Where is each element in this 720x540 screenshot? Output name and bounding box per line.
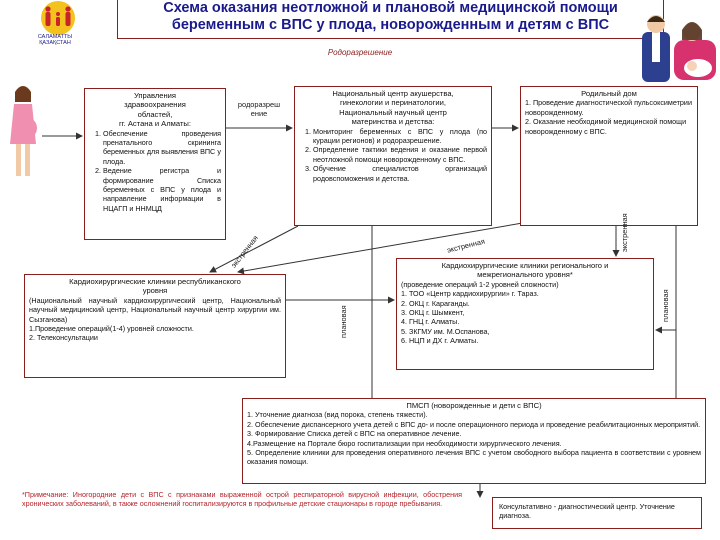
pmsp-line-5: 5. Определение клиники для проведения оперативного лечения ВПС с учетом свободного выбора пациента в соответствии с уровнем оказания помощи.: [247, 448, 701, 467]
box-republican-clinics: [24, 274, 286, 378]
box-health-departments: [84, 88, 226, 240]
center-item-1: 1. Мониторинг беременных с ВПС у плода (по курации регионов) и родоразрешение.: [313, 127, 487, 146]
consult-text: Консультативно - диагностический центр. Уточнение диагноза.: [499, 502, 675, 521]
box-national-center: [294, 86, 492, 226]
republic-head: [29, 277, 281, 296]
center-list: [299, 127, 487, 183]
uzo-item-2: 2. Ведение регистра и формирование Списка беременных с ВПС у плода и направление информации в НЦАГП и ННМЦД: [103, 166, 221, 213]
subtitle: Родоразрешение: [327, 48, 393, 57]
republic-head-line-1: Кардиохирургические клиники республиканского: [69, 277, 241, 286]
uzo-item-1: 1. Обеспечение проведения пренатального скрининга беременных для выявления ВПС у плода.: [103, 129, 221, 167]
label-emergency-left: экстренная: [229, 233, 260, 270]
regional-head-line-2: межрегионального уровня*: [477, 270, 573, 280]
label-planned-mid: плановая: [339, 305, 348, 338]
center-head: [299, 89, 487, 127]
maternity-item-1: 1. Проведение диагностической пульсоксиметрии новорожденному.: [525, 98, 692, 117]
logo-text-1: САЛАМАТТЫ: [37, 34, 73, 40]
label-emergency-right: экстренная: [620, 213, 629, 252]
pmsp-line-3: 3. Формирование Списка детей с ВПС на оперативное лечение.: [247, 429, 462, 439]
pmsp-head: ПМСП (новорожденные и дети с ВПС): [406, 401, 542, 410]
uzo-head: [89, 91, 221, 129]
center-head-line-2: гинекологии и перинатологии,: [340, 98, 446, 108]
box-regional-clinics: [396, 258, 654, 370]
logo-text-2: ҚАЗАҚСТАН: [39, 40, 71, 46]
box-maternity-hospital: [520, 86, 698, 226]
regional-line-7: 6. НЦП и ДХ г. Алматы.: [401, 336, 479, 346]
pmsp-line-2: 2. Обеспечение диспансерного учета детей с ВПС до- и после операционного периода и проведение реабилитационных мероприятий.: [247, 419, 701, 429]
republic-line-2: 1.Проведение операций(1-4) уровней сложности.: [29, 324, 194, 334]
title-line-2: беременным с ВПС у плода, новорожденным и детям с ВПС: [171, 17, 610, 33]
regional-head-line-1: Кардиохирургические клиники регионального и: [441, 261, 609, 270]
regional-line-1: (проведение операций 1-2 уровней сложности): [401, 279, 559, 289]
regional-line-4: 3. ОКЦ г. Шымкент,: [401, 308, 465, 318]
republic-line-1: (Национальный научный кардиохирургический центр, Национальный научный медицинский центр, Национальный научный центр хирургии им. Сызганова): [29, 295, 281, 324]
uzo-head-line-1: Управления: [133, 91, 177, 100]
label-emergency-mid: экстренная: [446, 236, 486, 255]
regional-head: [401, 261, 649, 280]
uzo-head-line-2: здравоохранения: [124, 100, 186, 110]
maternity-item-2: 2. Оказание необходимой медицинской помощи новорожденному с ВПС.: [525, 117, 687, 136]
uzo-list: [89, 129, 221, 214]
uzo-head-line-3: областей,: [137, 109, 173, 119]
regional-line-6: 5. ЗКГМУ им. М.Оспанова,: [401, 326, 490, 336]
regional-line-3: 2. ОКЦ г. Караганды.: [401, 298, 470, 308]
maternity-head: Родильный дом: [581, 89, 637, 98]
republic-head-line-2: уровня: [142, 286, 168, 296]
box-consult-center: [492, 497, 702, 529]
regional-line-2: 1. ТОО «Центр кардиохирургии» г. Тараз.: [401, 289, 539, 299]
pmsp-line-1: 1. Уточнение диагноза (вид порока, степень тяжести).: [247, 410, 428, 420]
uzo-head-line-4: гг. Астана и Алматы:: [118, 119, 191, 129]
label-rodorazreshenie: родоразреш ение: [237, 100, 281, 118]
label-planned-right: плановая: [661, 289, 670, 322]
title-line-1: Схема оказания неотложной и плановой медицинской помощи: [163, 0, 618, 16]
footnote: *Примечание: Иногородние дети с ВПС с признаками выраженной острой респираторной вирусной инфекции, обострения хронических заболеваний, в также осложнений госпитализируются в профильные детские стационары в городе пребывания.: [22, 490, 462, 509]
box-primary-care: [242, 398, 706, 484]
center-head-line-3: Национальный научный центр: [339, 107, 447, 117]
center-item-2: 2. Определение тактики ведения и оказание первой неотложной помощи новорожденному с ВПС.: [313, 145, 487, 164]
regional-line-5: 4. ГНЦ г. Алматы.: [401, 317, 460, 327]
republic-line-3: 2. Телеконсультации: [29, 333, 98, 343]
center-item-3: 3. Обучение специалистов организаций родовспоможения и детства.: [313, 164, 487, 183]
center-head-line-1: Национальный центр акушерства,: [332, 89, 454, 98]
center-head-line-4: материнства и детства:: [351, 117, 435, 127]
pmsp-line-4: 4.Размещение на Портале бюро госпитализации при необходимости хирургического лечения.: [247, 438, 562, 448]
